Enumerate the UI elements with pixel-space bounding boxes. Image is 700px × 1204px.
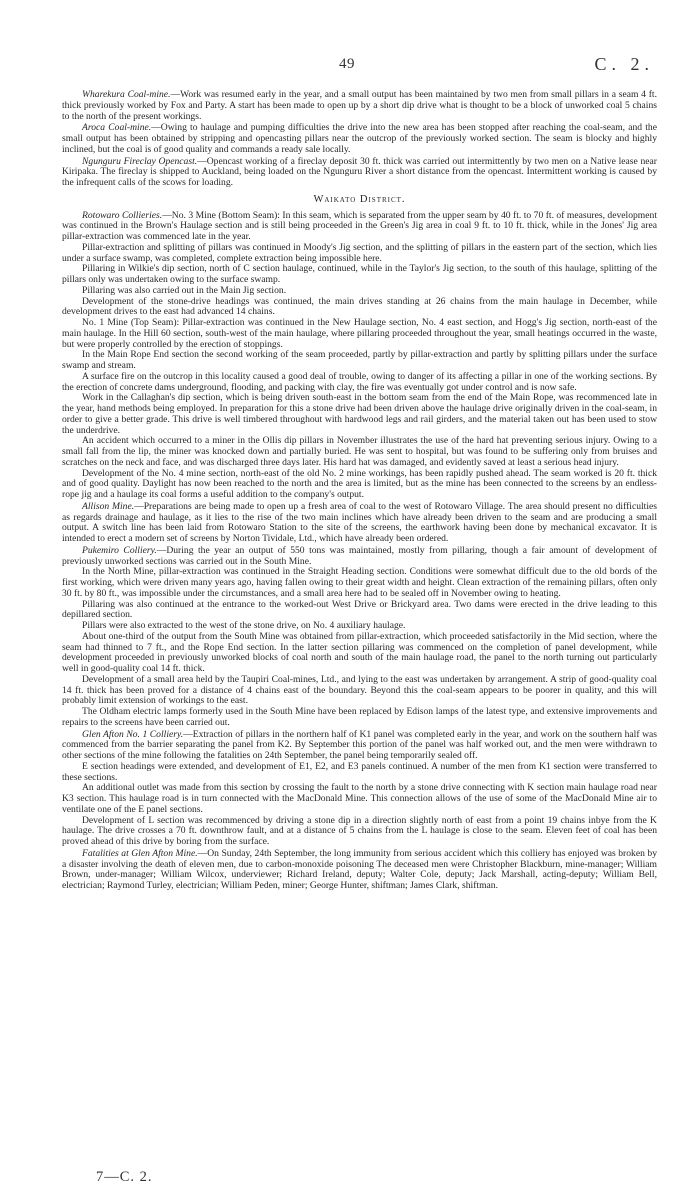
body-paragraph bbox=[62, 762, 657, 784]
paragraph-text: E section headings were extended, and development of E1, E2, and E3 panels continued. A number of the men from K1 section were transferred to these sections. bbox=[62, 760, 657, 783]
page-number: 49 bbox=[339, 56, 355, 72]
body-paragraph bbox=[62, 436, 657, 468]
paragraph-text: In the North Mine, pillar-extraction was continued in the Straight Heading section. Conditions were somewhat difficult due to the old bords of the first working, which were driven many years ago, having fallen owing to their great width and height. Clean extraction of the remaining pillars, often only 30 ft. by 80 ft., was impossible under the circumstances, and a small area here had to be sealed off in November owing to heating. bbox=[62, 566, 657, 599]
paragraph-text: —No. 3 Mine (Bottom Seam): In this seam, which is separated from the upper seam by 40 ft. to 70 ft. of measures, development was continued in the Brown's Haulage section and is still being proceeded in the Green's Jig area in coal 9 ft. to 10 ft. thick, while in the Jones' Jig area pillar-extraction was commenced late in the year. bbox=[62, 209, 657, 242]
body-paragraph bbox=[62, 567, 657, 599]
body-paragraph bbox=[62, 393, 657, 436]
body-paragraph bbox=[62, 469, 657, 501]
paragraph-lead-title: Allison Mine. bbox=[82, 500, 135, 512]
paragraph-text: Pillaring was also continued at the entrance to the worked-out West Drive or Brickyard area. Two dams were erected in the drive leading to this depillared section. bbox=[62, 598, 657, 621]
paragraph-lead-title: Ngunguru Fireclay Opencast. bbox=[82, 155, 198, 167]
paragraph-text: —Preparations are being made to open up a fresh area of coal to the west of Rotowaro Village. The area should present no difficulties as regards drainage and haulage, as it lies to the rise of the two main inclines which have already been driven to the seam and are producing a small output. A switch line has been laid from Rotowaro Station to the site of the screens, the earthwork having been done by mechanical excavator. It is intended to erect a modern set of screens by Norton Tividale, Ltd., which have already been ordered. bbox=[62, 500, 657, 544]
paragraph-lead-title: Rotowaro Collieries. bbox=[82, 209, 163, 221]
paragraph-text: —Owing to haulage and pumping difficulties the drive into the new area has been stopped after reaching the coal-seam, and the small output has been obtained by stripping and opencasting pillars near the outcrop of the previously worked section. The seam is blocky and highly inclined, but the coal is of good quality and commands a ready sale locally. bbox=[62, 122, 657, 155]
body-paragraph bbox=[62, 632, 657, 675]
paragraph-text: An additional outlet was made from this section by crossing the fault to the north by a stone drive connecting with K section main haulage road near K3 section. This haulage road is in turn connected with the MacDonald Mine. This connection allows of the use of some of the MacDonald Mine air to ventilate one of the E panel sections. bbox=[62, 782, 657, 815]
paragraph-text: —Extraction of pillars in the northern half of K1 panel was completed early in the year, and work on the southern half was commenced from the barrier separating the panel from K2. By September this portion of the panel was half worked out, and the men were withdrawn to other sections of the mine following the fatalities on 24th September, the panel being temporarily sealed off. bbox=[62, 728, 657, 761]
paragraph-text: —Opencast working of a fireclay deposit 30 ft. thick was carried out intermittently by two men on a Native lease near Kiripaka. The fireclay is shipped to Auckland, being loaded on the Ngunguru River a short distance from the opencast. Intermittent working is caused by the infrequent calls of the scows for loading. bbox=[62, 155, 657, 188]
paragraph-lead-title: Pukemiro Colliery. bbox=[82, 544, 157, 556]
body-paragraph bbox=[62, 707, 657, 729]
paragraph-text: —Work was resumed early in the year, and a small output has been maintained by two men from small pillars in a seam 4 ft. thick previously worked by Fox and Party. A start has been made to open up by a short dip drive what is thought to be a block of unworked coal 5 chains to the north of the present workings. bbox=[62, 89, 657, 122]
paragraph-text: Pillaring was also carried out in the Main Jig section. bbox=[82, 284, 287, 296]
paragraph-text: Pillars were also extracted to the west of the stone drive, on No. 4 auxiliary haulage. bbox=[82, 620, 406, 631]
paragraph-text: Pillar-extraction and splitting of pillars was continued in Moody's Jig section, and the splitting of pillars in the eastern part of the section, which lies under a surface swamp, was completed, complete extraction being impossible here. bbox=[62, 241, 657, 264]
body-paragraph bbox=[62, 318, 657, 350]
footer-signature-mark: 7—C. 2. bbox=[96, 1169, 153, 1185]
paragraph-text: The Oldham electric lamps formerly used in the South Mine have been replaced by Edison lamps of the latest type, and extensive improvements and repairs to the screens have been carried out. bbox=[62, 706, 657, 728]
paragraph-lead-title: Fatalities at Glen Afton Mine. bbox=[82, 847, 198, 859]
body-paragraph bbox=[62, 502, 657, 545]
paragraph-text: An accident which occurred to a miner in the Ollis dip pillars in November illustrates the use of the hard hat preventing serious injury. Owing to a small fall from the lip, the miner was knocked down and partially buried. He was sent to hospital, but was found to be suffering only from bruises and scratches on the neck and face, and was discharged three days later. His hard hat was damaged, and evidently saved at least a serious head injury. bbox=[62, 435, 657, 468]
body-paragraph bbox=[62, 350, 657, 372]
paragraph-text: In the Main Rope End section the second working of the seam proceeded, partly by pillar-extraction and partly by splitting pillars under the surface swamp and stream. bbox=[62, 349, 657, 371]
page-body bbox=[62, 89, 657, 892]
body-paragraph bbox=[62, 243, 657, 265]
paragraph-text: Development of L section was recommenced by driving a stone dip in a direction slightly north of east from a point 19 chains inbye from the K haulage. The drive crosses a 70 ft. downthrow fault, and at a distance of 5 chains from the L haulage is close to the seam. Eleven feet of coal has been proved ahead of this drive by boring from the surface. bbox=[62, 814, 657, 847]
body-paragraph bbox=[62, 157, 657, 189]
body-paragraph bbox=[62, 600, 657, 622]
body-paragraph bbox=[62, 123, 657, 155]
paragraph-text: A surface fire on the outcrop in this locality caused a good deal of trouble, owing to danger of its affecting a pillar in one of the working sections. By the erection of concrete dams underground, flooding, and packing with clay, the fire was eventually got under control and is now safe. bbox=[62, 370, 657, 393]
paragraph-text: Development of a small area held by the Taupiri Coal-mines, Ltd., and lying to the east was undertaken by arrangement. A strip of good-quality coal 14 ft. thick has been proved for a distance of 4 chains east of the boundary. Beyond this the coal-seam appears to be poorer in quality, and this will probably limit extension of workings to the east. bbox=[62, 673, 657, 707]
body-paragraph bbox=[62, 372, 657, 394]
body-paragraph bbox=[62, 849, 657, 892]
district-heading: Waikato District. bbox=[313, 193, 406, 205]
body-paragraph bbox=[62, 730, 657, 762]
paragraph-text: About one-third of the output from the South Mine was obtained from pillar-extraction, which proceeded satisfactorily in the Mid section, where the seam had thinned to 7 ft., and the Rope End section. In the latter section pillaring was commenced on the completion of panel development, while development proceeded in previously unworked blocks of coal north and south of the main haulage road, the panel to the north turning out particularly well in good-quality coal 14 ft. thick. bbox=[62, 630, 657, 674]
body-paragraph bbox=[62, 90, 657, 122]
paragraph-lead-title: Wharekura Coal-mine. bbox=[82, 89, 171, 100]
paragraph-lead-title: Glen Afton No. 1 Colliery. bbox=[82, 728, 184, 740]
page-header bbox=[0, 56, 700, 78]
paragraph-text: —On Sunday, 24th September, the long immunity from serious accident which this colliery has enjoyed was broken by a disaster involving the death of eleven men, due to carbon-monoxide poisoning The deceased men were Christopher Blackburn, mine-manager; William Brown, under-manager; William Wilcox, underviewer; Richard Ireland, deputy; Walter Cole, deputy; Jack Marshall, acting-deputy; William Bell, electrician; Raymond Turley, electrician; William Peden, miner; George Hunter, shiftman; James Clark, shiftman. bbox=[62, 847, 658, 891]
paragraph-text: Development of the stone-drive headings was continued, the main drives standing at 26 chains from the main haulage in December, while development drives to the east had advanced 14 chains. bbox=[62, 295, 657, 318]
paragraph-text: Pillaring in Wilkie's dip section, north of C section haulage, continued, while in the Taylor's Jig section, to the south of this haulage, splitting of the pillars only was undertaken owing to the surface swamp. bbox=[62, 263, 657, 285]
document-reference: C. 2. bbox=[594, 54, 654, 74]
paragraph-text: Work in the Callaghan's dip section, which is being driven south-east in the bottom seam from the end of the Main Rope, was recommenced late in the year, hand methods being employed. In preparation for this a stone drive had been driven above the haulage drive originally driven in the coal-seam, in order to give a better grade. This drive is well timbered throughout with hardwood legs and rail girders, and the material taken out has been used to stow the underdrive. bbox=[62, 392, 657, 436]
paragraph-text: No. 1 Mine (Top Seam): Pillar-extraction was continued in the New Haulage section, No. 4 east section, and Hogg's Jig section, north-east of the main haulage. In the Hill 60 section, south-west of the main haulage, where pillaring proceeded throughout the year, small heatings occurred in the waste, but were properly controlled by the erection of stoppings. bbox=[62, 317, 657, 350]
paragraph-text: —During the year an output of 550 tons was maintained, mostly from pillaring, though a fair amount of development of previously unworked sections was carried out in the South Mine. bbox=[62, 544, 657, 567]
body-paragraph bbox=[62, 546, 657, 568]
body-paragraph bbox=[62, 783, 657, 815]
body-paragraph bbox=[62, 816, 657, 848]
body-paragraph bbox=[62, 297, 657, 319]
paragraph-text: Development of the No. 4 mine section, north-east of the old No. 2 mine workings, has been rapidly pushed ahead. The seam worked is 20 ft. thick and of good quality. Daylight has now been reached to the north and the area is limited, but as the mine has been connected to the screens by an endless-rope jig and a haulage its coal forms a useful addition to the company's output. bbox=[62, 467, 657, 500]
body-paragraph bbox=[62, 211, 657, 243]
body-paragraph bbox=[62, 675, 657, 707]
paragraph-lead-title: Aroca Coal-mine. bbox=[82, 122, 152, 134]
body-paragraph bbox=[62, 264, 657, 286]
